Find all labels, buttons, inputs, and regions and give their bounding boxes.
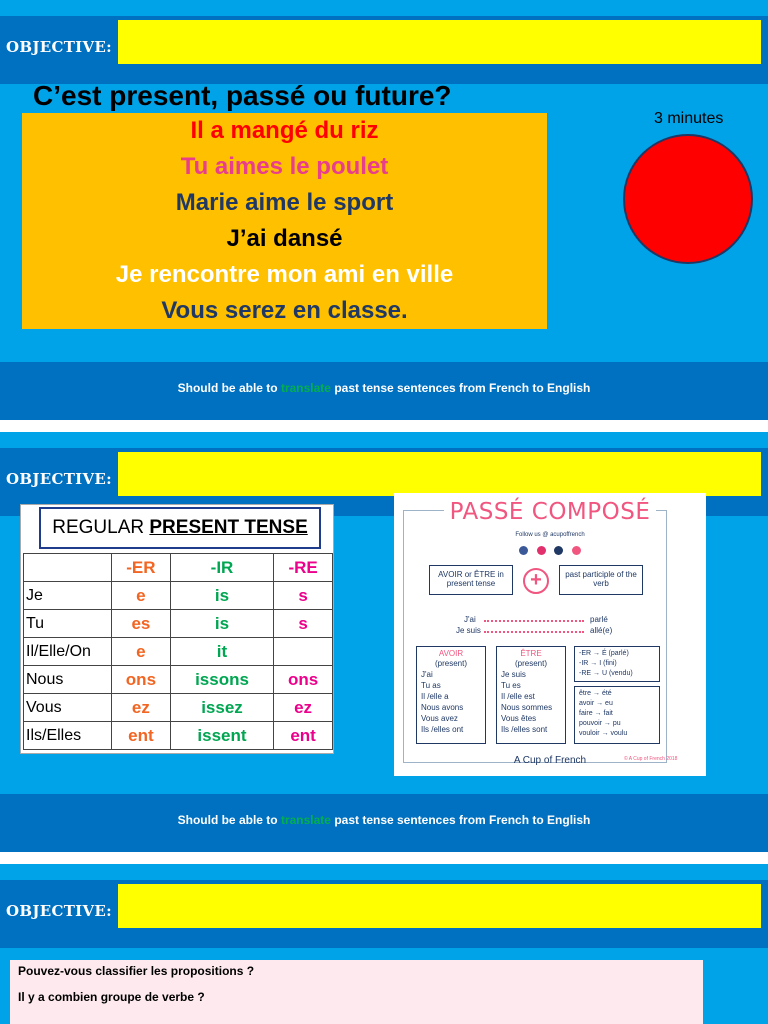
ending-ir: it [170,638,273,666]
pinterest-icon[interactable] [554,546,563,555]
sentence: Il a mangé du riz [190,117,379,144]
footer-text-before: Should be able to [177,813,281,827]
objective-bar [0,880,768,948]
slide-2 [0,432,768,852]
table-row [24,582,333,610]
etre-row: Nous sommes [501,703,553,712]
ending-er: ez [112,694,171,722]
social-icons [394,542,706,560]
follow-text: Follow us @ acupoffrench [515,532,585,538]
objective-label: OBJECTIVE: [6,470,113,488]
timer-label: 3 minutes [654,110,724,127]
table-row [24,638,333,666]
dots-2 [484,631,584,633]
etre-list [496,646,566,744]
header-ir: -IR [170,554,273,582]
ending-er: ons [112,666,171,694]
ending-re [274,638,333,666]
ending-ir: issent [170,722,273,750]
avoir-etre-box: AVOIR or ÊTRE in present tense [429,565,513,595]
timer-circle [623,134,753,264]
ending-rule: -IR → I (fini) [579,660,617,667]
avoir-list [416,646,486,744]
ending-rule: -RE → U (vendu) [579,670,633,677]
table-row [24,722,333,750]
ending-ir: issez [170,694,273,722]
pronoun: Nous [24,666,112,694]
copyright-text: © A Cup of French 2018 [624,756,678,762]
etre-row: Je suis [501,670,526,679]
avoir-row: Il /elle a [421,692,449,701]
conjugation-table [23,553,333,750]
instagram-icon[interactable] [537,546,546,555]
ending-er: ent [112,722,171,750]
slide-1 [0,0,768,420]
table-corner [24,554,112,582]
footer-bar [0,794,768,852]
sentence: Marie aime le sport [175,189,394,216]
irregular-verb: faire → fait [579,710,613,717]
passe-compose-title-text: PASSÉ COMPOSÉ [444,499,657,525]
avoir-row: Nous avons [421,703,464,712]
objective-label: OBJECTIVE: [6,902,113,920]
ending-er: e [112,582,171,610]
passe-compose-card [394,493,706,776]
objective-box[interactable] [118,884,761,928]
avoir-row: Ils /elles ont [421,725,464,734]
example-right-2: allé(e) [590,626,613,635]
ending-er: e [112,638,171,666]
endings-box [574,646,660,682]
etre-row: Vous êtes [501,714,537,723]
ending-ir: is [170,582,273,610]
etre-row: Tu es [501,681,521,690]
footer-highlight: translate [280,813,331,827]
etre-row: Ils /elles sont [501,725,548,734]
ending-er: es [112,610,171,638]
objective-bar [0,16,768,84]
irregular-verb: vouloir → voulu [579,730,628,737]
avoir-row: J'ai [421,670,433,679]
youtube-icon[interactable] [572,546,581,555]
facebook-icon[interactable] [519,546,528,555]
ending-re: ons [274,666,333,694]
example-left-1: J'ai [464,615,476,624]
sentence: Je rencontre mon ami en ville [115,261,454,288]
plus-icon: + [523,568,549,594]
irregular-verb: pouvoir → pu [579,720,621,727]
footer-text [0,381,768,395]
question-line: Pouvez-vous classifier les propositions ? [18,964,255,978]
sentence: Vous serez en classe. [161,297,408,324]
present-title-plain: REGULAR [52,517,150,538]
slide-title: C’est present, passé ou future? [33,80,452,111]
table-row [24,666,333,694]
past-participle-box: past participle of the verb [559,565,643,595]
etre-sub: (present) [514,659,547,668]
pronoun: Je [24,582,112,610]
table-row [24,694,333,722]
footer-text-after: past tense sentences from French to English [330,381,591,395]
example-left-2: Je suis [456,626,481,635]
pronoun: Vous [24,694,112,722]
objective-label: OBJECTIVE: [6,38,113,56]
footer-text-before: Should be able to [177,381,281,395]
sentences-box [22,113,547,329]
avoir-header: AVOIR [438,649,464,658]
ending-ir: is [170,610,273,638]
ending-re: s [274,610,333,638]
etre-header: ÊTRE [520,649,542,658]
avoir-row: Tu as [421,681,441,690]
sentence: J’ai dansé [226,225,343,252]
pronoun: Il/Elle/On [24,638,112,666]
footer-bar [0,362,768,420]
questions-box [10,960,703,1024]
table-header-row [24,554,333,582]
pronoun: Ils/Elles [24,722,112,750]
footer-text [0,813,768,827]
sentence: Tu aimes le poulet [180,153,389,180]
irregular-verb: avoir → eu [579,700,613,707]
table-row [24,610,333,638]
present-tense-card [20,504,334,754]
slide-3 [0,864,768,1024]
irregular-verb: être → été [579,690,612,697]
footer-text-after: past tense sentences from French to English [330,813,591,827]
pronoun: Tu [24,610,112,638]
ending-ir: issons [170,666,273,694]
example-right-1: parlé [590,615,608,624]
ending-rule: -ER → É (parlé) [579,650,629,657]
brand-logo: A Cup of French [513,755,587,766]
irregulars-box [574,686,660,744]
header-er: -ER [112,554,171,582]
question-line: Il y a combien groupe de verbe ? [18,990,205,1004]
ending-re: ent [274,722,333,750]
objective-box[interactable] [118,452,761,496]
footer-highlight: translate [280,381,331,395]
ending-re: ez [274,694,333,722]
avoir-row: Vous avez [421,714,458,723]
objective-box[interactable] [118,20,761,64]
present-tense-title [39,507,321,549]
present-title-bold: PRESENT TENSE [149,517,308,538]
dots-1 [484,620,584,622]
header-re: -RE [274,554,333,582]
ending-re: s [274,582,333,610]
avoir-sub: (present) [434,659,467,668]
etre-row: Il /elle est [501,692,535,701]
passe-compose-title [394,499,706,525]
